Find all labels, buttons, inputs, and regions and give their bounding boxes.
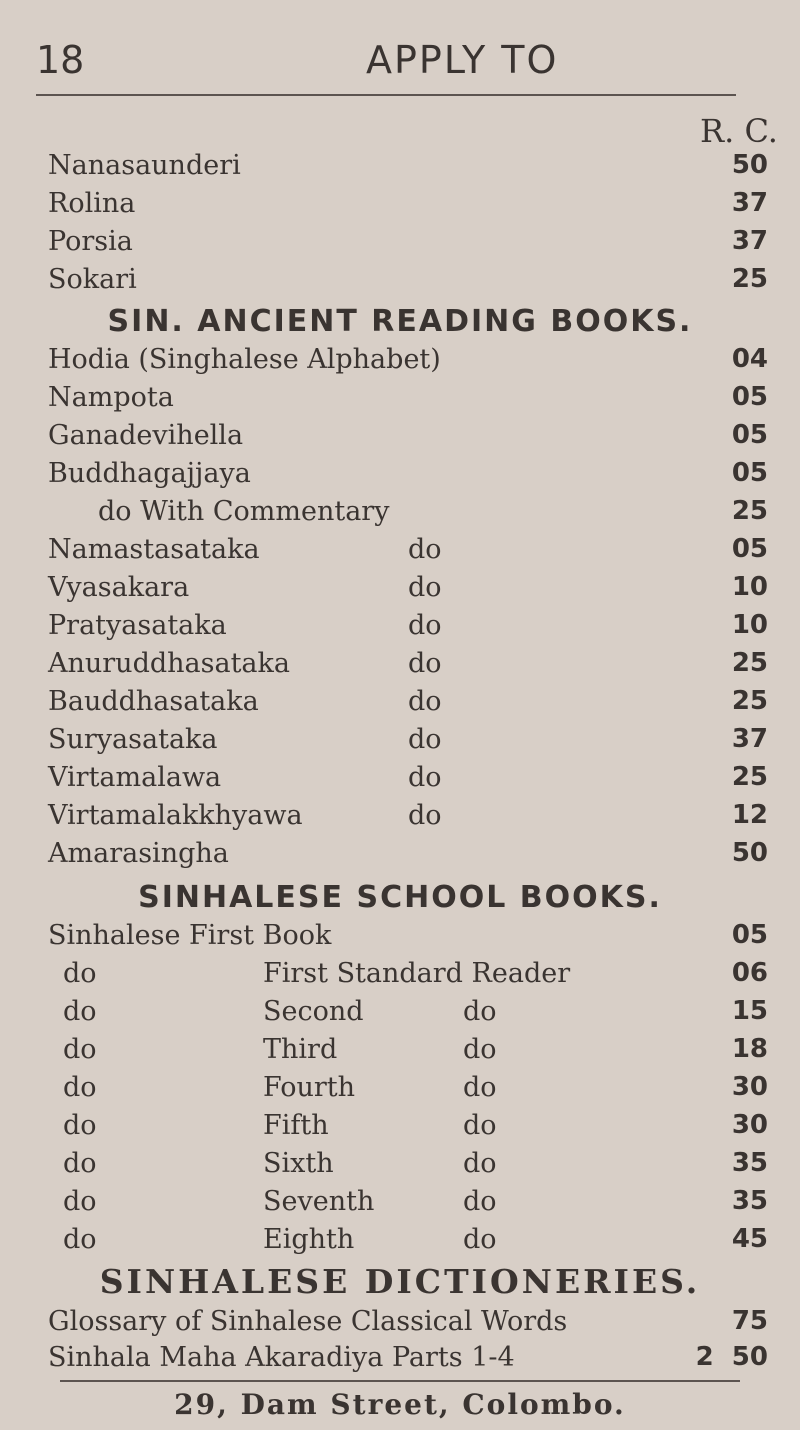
running-head: APPLY TO [366,38,559,82]
page-number: 18 [36,38,85,82]
list-item: do Second do 15 [63,996,768,1027]
list-item: Sokari 25 [48,264,768,295]
header-rule [36,94,736,96]
section-heading: SINHALESE DICTIONERIES. [99,1262,701,1301]
list-item: Rolina 37 [48,188,768,219]
list-item: Nampota 05 [48,382,768,413]
list-item: do Fourth do 30 [63,1072,768,1103]
list-item: Vyasakara do 10 [48,572,768,603]
list-item: Virtamalakkhyawa do 12 [48,800,768,831]
price-column-header: R. C. [700,112,778,150]
list-item: Anuruddhasataka do 25 [48,648,768,679]
footer-rule [60,1380,740,1382]
list-item: Pratyasataka do 10 [48,610,768,641]
list-item: do With Commentary 25 [98,496,768,527]
list-item: Virtamalawa do 25 [48,762,768,793]
list-item: Sinhala Maha Akaradiya Parts 1-4 2 50 [48,1342,768,1373]
list-item: do Eighth do 45 [63,1224,768,1255]
section-heading: SIN. ANCIENT READING BOOKS. [107,304,693,339]
page-header [36,38,766,88]
list-item: Hodia (Singhalese Alphabet) 04 [48,344,768,375]
list-item: do Third do 18 [63,1034,768,1065]
list-item: Nanasaunderi 50 [48,150,768,181]
list-item: do Sixth do 35 [63,1148,768,1179]
list-item: Namastasataka do 05 [48,534,768,565]
list-item: Suryasataka do 37 [48,724,768,755]
list-item: Ganadevihella 05 [48,420,768,451]
list-item: Sinhalese First Book 05 [48,920,768,951]
list-item: do Fifth do 30 [63,1110,768,1141]
section-heading: SINHALESE SCHOOL BOOKS. [138,880,662,915]
list-item: do First Standard Reader 06 [63,958,768,989]
list-item: Bauddhasataka do 25 [48,686,768,717]
list-item: Porsia 37 [48,226,768,257]
list-item: Glossary of Sinhalese Classical Words 75 [48,1306,768,1337]
list-item: Buddhagajjaya 05 [48,458,768,489]
list-item: Amarasingha 50 [48,838,768,869]
list-item: do Seventh do 35 [63,1186,768,1217]
footer-address: 29, Dam Street, Colombo. [174,1388,626,1421]
